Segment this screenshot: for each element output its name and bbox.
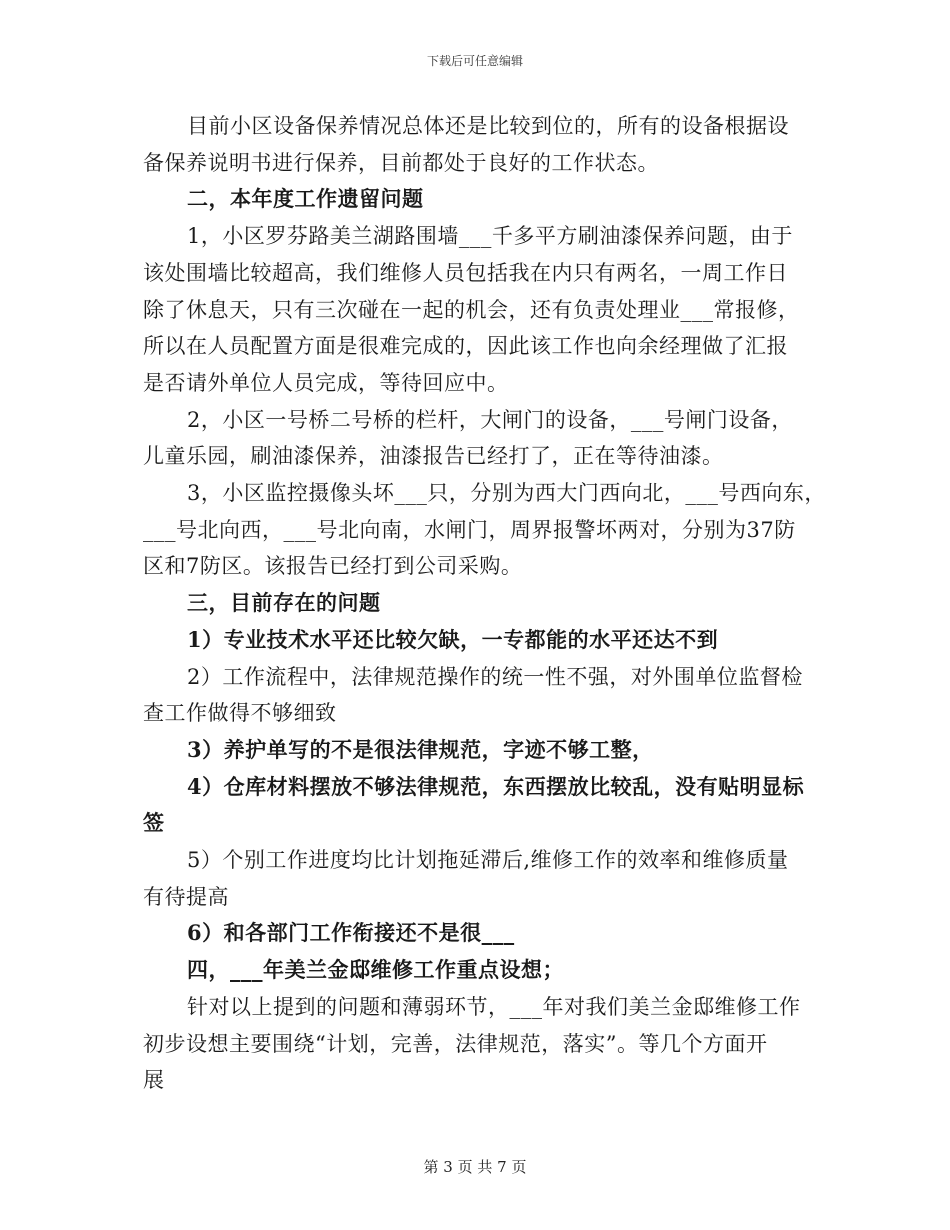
page-header: 下载后可任意编辑: [426, 54, 523, 68]
paragraph-line: 目前小区设备保养情况总体还是比较到位的，所有的设备根据设: [187, 114, 789, 138]
list-item: 5）个别工作进度均比计划拖延滞后,维修工作的效率和维修质量: [187, 848, 789, 873]
paragraph-line: ___号北向西，___号北向南，水闸门，周界报警坏两对，分别为37防: [143, 517, 796, 542]
paragraph-line: 针对以上提到的问题和薄弱环节，___年对我们美兰金邸维修工作: [187, 994, 801, 1019]
paragraph-line: 有待提高: [143, 884, 229, 909]
list-item: 4）仓库材料摆放不够法律规范，东西摆放比较乱，没有贴明显标: [187, 773, 805, 799]
paragraph-line: 展: [143, 1068, 165, 1093]
list-item: 1）专业技术水平还比较欠缺，一专都能的水平还达不到: [187, 626, 719, 652]
list-item: 6）和各部门工作衔接还不是很___: [187, 920, 515, 946]
paragraph-line: 所以在人员配置方面是很难完成的，因此该工作也向余经理做了汇报: [143, 334, 788, 359]
paragraph-line: 2，小区一号桥二号桥的栏杆，大闸门的设备，___号闸门设备，: [187, 407, 793, 432]
paragraph-line: 备保养说明书进行保养，目前都处于良好的工作状态。: [143, 150, 659, 175]
paragraph-line: 是否请外单位人员完成，等待回应中。: [143, 370, 509, 395]
document-body: [143, 108, 826, 1099]
paragraph-line: 该处围墙比较超高，我们维修人员包括我在内只有两名，一周工作日: [143, 260, 788, 285]
page-footer: 第 3 页 共 7 页: [423, 1158, 527, 1176]
section-heading: 三，目前存在的问题: [187, 590, 381, 616]
paragraph-line: 初步设想主要围绕“计划，完善，法律规范，落实”。等几个方面开: [143, 1031, 768, 1056]
section-heading: 二，本年度工作遗留问题: [187, 186, 424, 212]
paragraph-line: 签: [143, 810, 165, 836]
list-item: 2）工作流程中，法律规范操作的统一性不强，对外围单位监督检: [187, 664, 803, 689]
paragraph-line: 查工作做得不够细致: [143, 701, 337, 726]
section-heading: 四，___年美兰金邸维修工作重点设想；: [187, 957, 564, 983]
paragraph-line: 除了休息天，只有三次碰在一起的机会，还有负责处理业___常报修，: [143, 297, 800, 322]
paragraph-line: 区和7防区。该报告已经打到公司采购。: [143, 554, 523, 579]
paragraph-line: 儿童乐园，刷油漆保养，油漆报告已经打了，正在等待油漆。: [143, 444, 724, 469]
paragraph-line: 1，小区罗芬路美兰湖路围墙___千多平方刷油漆保养问题，由于: [187, 224, 793, 249]
list-item: 3）养护单写的不是很法律规范，字迹不够工整，: [187, 736, 654, 762]
paragraph-line: 3，小区监控摄像头坏___只，分别为西大门西向北，___号西向东，: [187, 481, 826, 506]
